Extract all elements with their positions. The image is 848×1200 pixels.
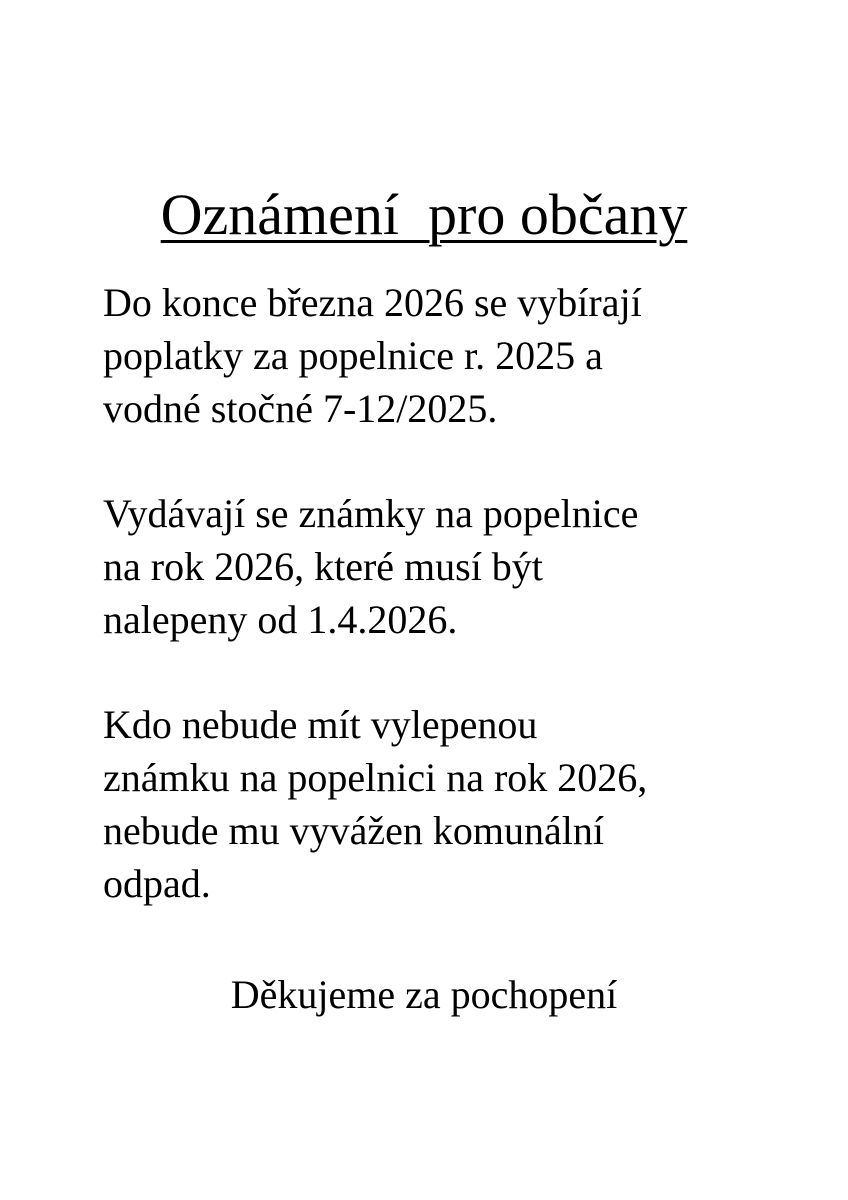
paragraph-line: Do konce března 2026 se vybírají: [103, 280, 642, 325]
paragraph-line: poplatky za popelnice r. 2025 a: [103, 333, 603, 378]
paragraph-line: na rok 2026, které musí být: [103, 544, 543, 589]
paragraph-line: odpad.: [103, 861, 211, 906]
paragraph-line: Vydávají se známky na popelnice: [103, 491, 639, 536]
paragraph-line: vodné stočné 7-12/2025.: [103, 386, 498, 431]
paragraph-line: nebude mu vyvážen komunální: [103, 808, 604, 853]
paragraph-line: známku na popelnici na rok 2026,: [103, 755, 648, 800]
paragraph-stickers: [103, 487, 823, 646]
paragraph-line: nalepeny od 1.4.2026.: [103, 597, 458, 642]
paragraph-line: Kdo nebude mít vylepenou: [103, 702, 538, 747]
closing-thanks: Děkujeme za pochopení: [230, 972, 618, 1017]
paragraph-warning: [103, 698, 823, 910]
notice-title: Oznámení pro občany: [160, 182, 688, 247]
paragraph-fees: [103, 276, 823, 435]
